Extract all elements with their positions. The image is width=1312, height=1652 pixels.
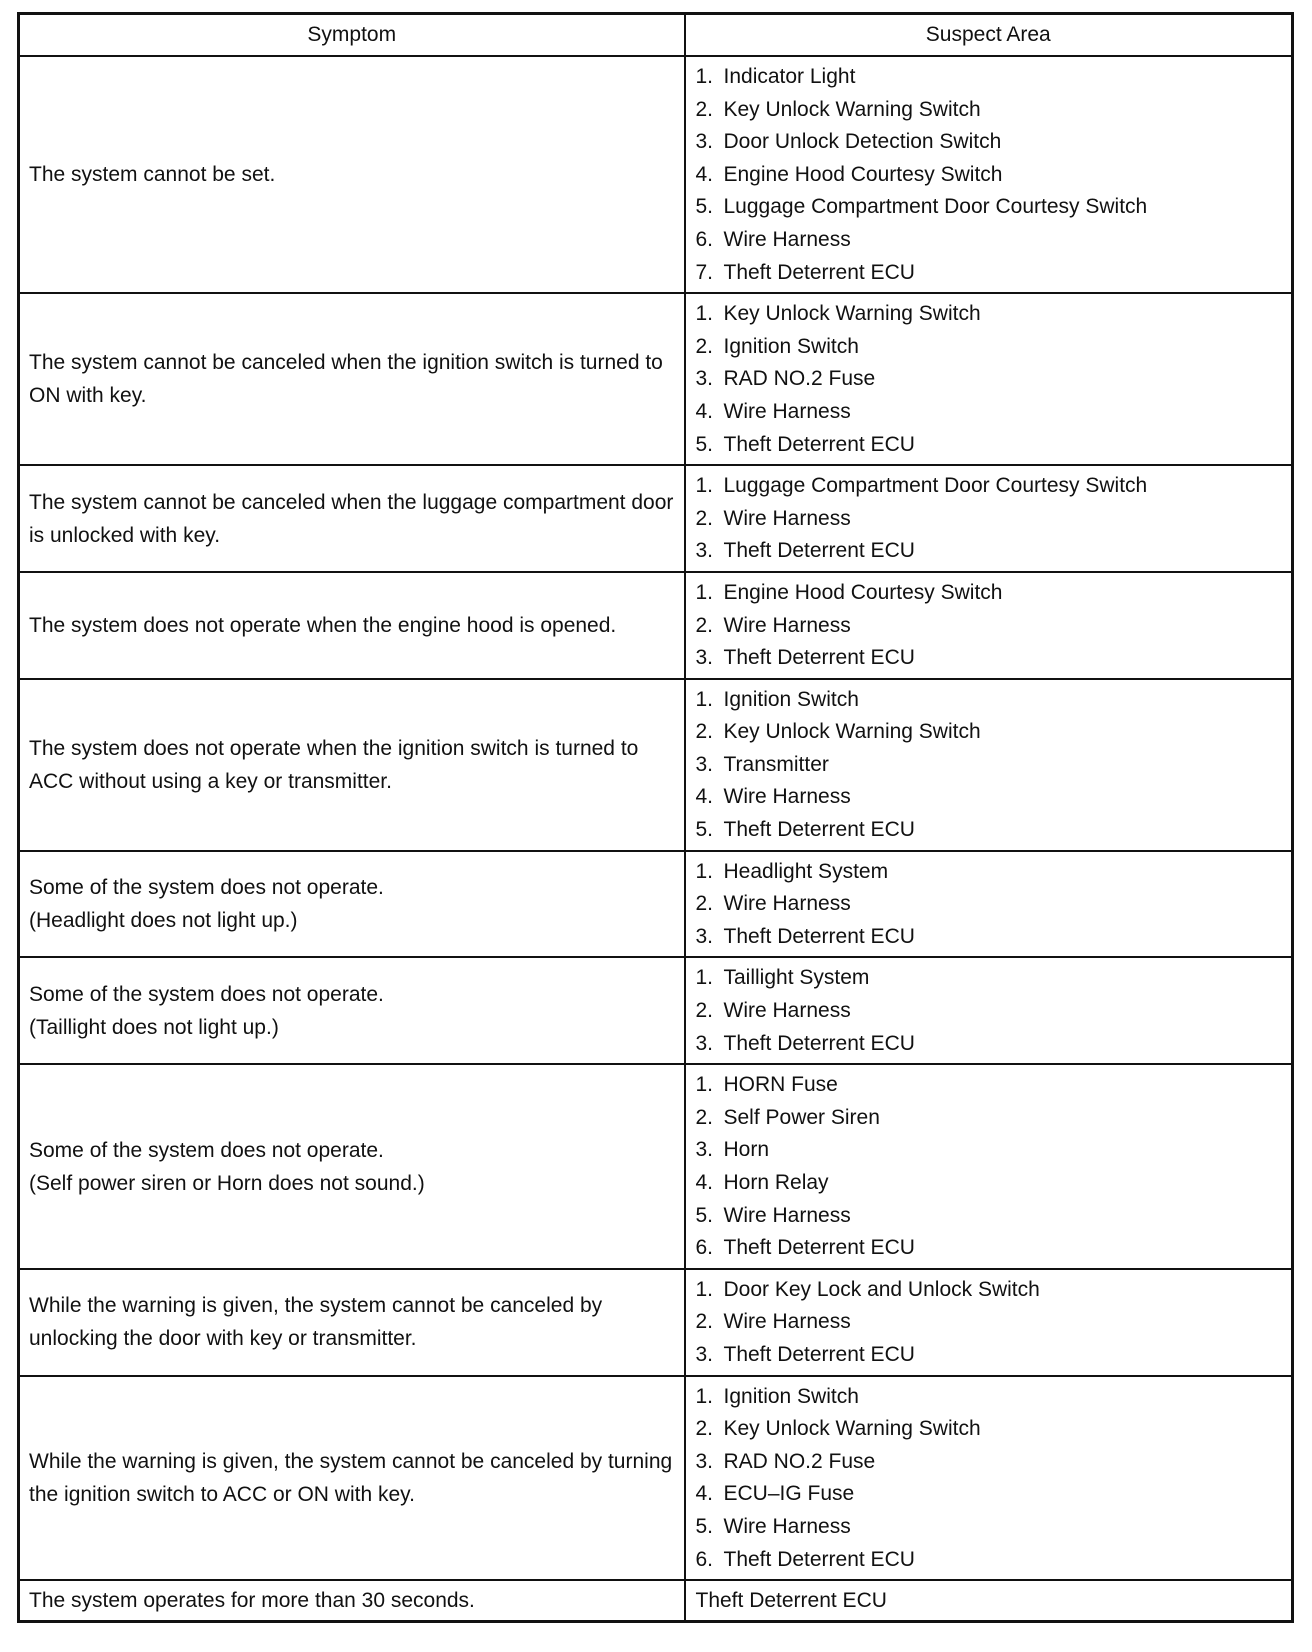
suspect-item bbox=[696, 159, 1284, 192]
suspect-item-number: 1. bbox=[695, 580, 714, 604]
suspect-item-number: 1. bbox=[695, 687, 714, 711]
suspect-item-label: Theft Deterrent ECU bbox=[723, 1342, 915, 1366]
suspect-item-label: Theft Deterrent ECU bbox=[723, 646, 915, 670]
symptom-cell: The system cannot be canceled when the luggage compartment door is unlocked with key. bbox=[19, 465, 685, 572]
suspect-item bbox=[696, 535, 1284, 568]
suspect-item-label: Wire Harness bbox=[723, 1514, 851, 1538]
suspect-item-label: Theft Deterrent ECU bbox=[723, 260, 915, 284]
suspect-item bbox=[696, 363, 1284, 396]
suspect-item-number: 6. bbox=[695, 227, 714, 251]
suspect-item-number: 1. bbox=[695, 859, 714, 883]
suspect-item-label: Horn bbox=[723, 1138, 770, 1162]
table-row bbox=[19, 957, 1293, 1064]
suspect-item bbox=[696, 1069, 1284, 1102]
suspect-item-label: Transmitter bbox=[723, 752, 829, 776]
suspect-item-label: Key Unlock Warning Switch bbox=[723, 302, 981, 326]
suspect-item bbox=[696, 749, 1284, 782]
suspect-area-cell bbox=[685, 1376, 1293, 1581]
suspect-item-label: Key Unlock Warning Switch bbox=[723, 97, 981, 121]
suspect-item-number: 2. bbox=[695, 506, 714, 530]
suspect-item bbox=[696, 814, 1284, 847]
symptom-cell: The system does not operate when the ignition switch is turned to ACC without using a key or transmitter. bbox=[19, 679, 685, 851]
table-row bbox=[19, 851, 1293, 958]
suspect-item bbox=[696, 61, 1284, 94]
suspect-item bbox=[696, 1381, 1284, 1414]
suspect-item-label: Wire Harness bbox=[723, 999, 851, 1023]
suspect-item bbox=[696, 1102, 1284, 1135]
suspect-item-label: RAD NO.2 Fuse bbox=[723, 367, 876, 391]
header-row bbox=[19, 14, 1293, 57]
table-row bbox=[19, 293, 1293, 465]
suspect-item bbox=[696, 1511, 1284, 1544]
suspect-item-number: 3. bbox=[695, 924, 714, 948]
suspect-item-label: Engine Hood Courtesy Switch bbox=[723, 580, 1003, 604]
suspect-item bbox=[696, 1413, 1284, 1446]
suspect-item-label: Indicator Light bbox=[723, 65, 856, 88]
suspect-item bbox=[696, 298, 1284, 331]
symptom-cell: While the warning is given, the system cannot be canceled by turning the ignition switch to ACC or ON with key. bbox=[19, 1376, 685, 1581]
suspect-item-number: 4. bbox=[695, 1171, 714, 1194]
symptom-cell: The system cannot be canceled when the ignition switch is turned to ON with key. bbox=[19, 293, 685, 465]
suspect-item-label: Wire Harness bbox=[723, 785, 851, 809]
suspect-item-label: Door Key Lock and Unlock Switch bbox=[723, 1277, 1040, 1301]
suspect-item bbox=[696, 716, 1284, 749]
suspect-item-label: Wire Harness bbox=[723, 1203, 851, 1227]
suspect-item-number: 2. bbox=[695, 334, 714, 358]
suspect-item-label: Headlight System bbox=[723, 859, 889, 883]
suspect-item bbox=[696, 503, 1284, 536]
suspect-item-number: 2. bbox=[695, 1105, 714, 1129]
suspect-area-cell bbox=[685, 572, 1293, 679]
suspect-item-number: 6. bbox=[695, 1547, 714, 1571]
suspect-item-label: Engine Hood Courtesy Switch bbox=[723, 162, 1003, 186]
table-row bbox=[19, 1580, 1293, 1622]
suspect-item bbox=[696, 126, 1284, 159]
suspect-list bbox=[696, 962, 1284, 1060]
suspect-item-label: ECU–IG Fuse bbox=[723, 1482, 855, 1506]
suspect-area-cell bbox=[685, 1269, 1293, 1376]
symptom-cell: The system operates for more than 30 seconds. bbox=[19, 1580, 685, 1622]
suspect-item-label: Theft Deterrent ECU bbox=[723, 1236, 915, 1260]
suspect-item-number: 2. bbox=[695, 892, 714, 916]
table-row bbox=[19, 572, 1293, 679]
suspect-item bbox=[696, 331, 1284, 364]
suspect-item-number: 1. bbox=[695, 1073, 714, 1097]
suspect-item-label: Self Power Siren bbox=[723, 1105, 880, 1129]
symptom-cell: The system does not operate when the engine hood is opened. bbox=[19, 572, 685, 679]
suspect-item: Theft Deterrent ECU bbox=[695, 1589, 887, 1613]
suspect-list bbox=[696, 684, 1284, 847]
table-row bbox=[19, 1269, 1293, 1376]
suspect-item-number: 3. bbox=[695, 646, 714, 670]
table-header bbox=[19, 14, 1293, 57]
suspect-item-label: Wire Harness bbox=[723, 227, 851, 251]
suspect-item bbox=[696, 995, 1284, 1028]
suspect-item-number: 3. bbox=[695, 130, 714, 154]
suspect-item bbox=[696, 1028, 1284, 1061]
suspect-item-label: Luggage Compartment Door Courtesy Switch bbox=[723, 195, 1148, 219]
suspect-item bbox=[696, 1134, 1284, 1167]
symptom-cell: Some of the system does not operate. (Taillight does not light up.) bbox=[19, 957, 685, 1064]
suspect-area-cell bbox=[685, 1580, 1293, 1622]
suspect-item bbox=[696, 224, 1284, 257]
suspect-item-number: 1. bbox=[695, 302, 714, 326]
suspect-item-number: 7. bbox=[695, 260, 714, 284]
suspect-item-number: 3. bbox=[695, 1138, 714, 1162]
suspect-item bbox=[696, 684, 1284, 717]
suspect-item bbox=[696, 1200, 1284, 1233]
suspect-item bbox=[696, 642, 1284, 675]
suspect-item bbox=[696, 1446, 1284, 1479]
table-row bbox=[19, 679, 1293, 851]
suspect-item-label: Theft Deterrent ECU bbox=[723, 539, 915, 563]
suspect-item bbox=[696, 781, 1284, 814]
suspect-area-cell bbox=[685, 293, 1293, 465]
table-body bbox=[19, 56, 1293, 1622]
suspect-item bbox=[696, 577, 1284, 610]
suspect-item-number: 4. bbox=[695, 162, 714, 186]
suspect-item-label: Wire Harness bbox=[723, 399, 851, 423]
symptom-cell: The system cannot be set. bbox=[19, 56, 685, 293]
suspect-list bbox=[696, 470, 1284, 568]
suspect-list bbox=[696, 1274, 1284, 1372]
table-row bbox=[19, 1064, 1293, 1269]
table-row bbox=[19, 56, 1293, 293]
symptom-cell: Some of the system does not operate. (Headlight does not light up.) bbox=[19, 851, 685, 958]
suspect-item-label: Theft Deterrent ECU bbox=[723, 1547, 915, 1571]
suspect-item-number: 4. bbox=[695, 785, 714, 809]
suspect-item-number: 5. bbox=[695, 1203, 714, 1227]
suspect-item-number: 2. bbox=[695, 999, 714, 1023]
suspect-item-number: 3. bbox=[695, 1449, 714, 1473]
suspect-item bbox=[696, 257, 1284, 290]
suspect-item bbox=[696, 1306, 1284, 1339]
suspect-item-number: 2. bbox=[695, 97, 714, 121]
suspect-item-number: 5. bbox=[695, 818, 714, 842]
suspect-list bbox=[696, 61, 1284, 289]
symptom-column-header: Symptom bbox=[19, 14, 685, 57]
suspect-item-label: Luggage Compartment Door Courtesy Switch bbox=[723, 474, 1148, 498]
suspect-item-number: 4. bbox=[695, 399, 714, 423]
suspect-item bbox=[696, 94, 1284, 127]
suspect-item bbox=[696, 429, 1284, 462]
suspect-list bbox=[696, 1069, 1284, 1265]
suspect-area-cell bbox=[685, 56, 1293, 293]
suspect-item-label: Horn Relay bbox=[723, 1171, 829, 1194]
suspect-item-label: Theft Deterrent ECU bbox=[723, 432, 915, 456]
suspect-item-label: HORN Fuse bbox=[723, 1073, 838, 1097]
suspect-item-number: 1. bbox=[695, 65, 714, 88]
suspect-item-label: Key Unlock Warning Switch bbox=[723, 720, 981, 744]
suspect-item bbox=[696, 856, 1284, 889]
suspect-item-number: 4. bbox=[695, 1482, 714, 1506]
suspect-item-label: Door Unlock Detection Switch bbox=[723, 130, 1002, 154]
suspect-item bbox=[696, 888, 1284, 921]
suspect-item-label: Wire Harness bbox=[723, 613, 851, 637]
suspect-item-label: Taillight System bbox=[723, 966, 870, 990]
suspect-item bbox=[696, 191, 1284, 224]
suspect-item-number: 3. bbox=[695, 367, 714, 391]
suspect-item bbox=[696, 1167, 1284, 1200]
suspect-item-number: 1. bbox=[695, 474, 714, 498]
suspect-item bbox=[696, 1478, 1284, 1511]
suspect-item bbox=[696, 1232, 1284, 1265]
suspect-item bbox=[696, 396, 1284, 429]
suspect-item-label: Ignition Switch bbox=[723, 687, 859, 711]
suspect-item-number: 2. bbox=[695, 720, 714, 744]
suspect-item-label: Key Unlock Warning Switch bbox=[723, 1417, 981, 1441]
symptom-cell: While the warning is given, the system cannot be canceled by unlocking the door with key or transmitter. bbox=[19, 1269, 685, 1376]
suspect-item bbox=[696, 1544, 1284, 1577]
suspect-item-number: 3. bbox=[695, 1031, 714, 1055]
suspect-item-label: Theft Deterrent ECU bbox=[723, 924, 915, 948]
suspect-list bbox=[696, 856, 1284, 954]
suspect-list bbox=[696, 577, 1284, 675]
suspect-item-number: 3. bbox=[695, 539, 714, 563]
table-row bbox=[19, 1376, 1293, 1581]
suspect-item-number: 5. bbox=[695, 432, 714, 456]
suspect-item bbox=[696, 470, 1284, 503]
suspect-item-label: Theft Deterrent ECU bbox=[723, 818, 915, 842]
suspect-item-label: Ignition Switch bbox=[723, 334, 859, 358]
suspect-area-cell bbox=[685, 1064, 1293, 1269]
suspect-item bbox=[696, 962, 1284, 995]
suspect-item-label: Ignition Switch bbox=[723, 1384, 859, 1408]
troubleshooting-table bbox=[17, 12, 1294, 1623]
suspect-item-number: 1. bbox=[695, 1277, 714, 1301]
suspect-item-number: 5. bbox=[695, 195, 714, 219]
suspect-item-number: 2. bbox=[695, 613, 714, 637]
suspect-item-number: 6. bbox=[695, 1236, 714, 1260]
suspect-item bbox=[696, 610, 1284, 643]
suspect-area-column-header: Suspect Area bbox=[685, 14, 1293, 57]
symptom-cell: Some of the system does not operate. (Self power siren or Horn does not sound.) bbox=[19, 1064, 685, 1269]
suspect-item-number: 1. bbox=[695, 1384, 714, 1408]
suspect-item-number: 3. bbox=[695, 1342, 714, 1366]
suspect-area-cell bbox=[685, 679, 1293, 851]
suspect-item bbox=[696, 921, 1284, 954]
suspect-item-label: RAD NO.2 Fuse bbox=[723, 1449, 876, 1473]
suspect-item bbox=[696, 1339, 1284, 1372]
suspect-list bbox=[696, 1381, 1284, 1577]
suspect-item-label: Wire Harness bbox=[723, 1310, 851, 1334]
suspect-area-cell bbox=[685, 957, 1293, 1064]
suspect-item-number: 5. bbox=[695, 1514, 714, 1538]
suspect-item-number: 1. bbox=[695, 966, 714, 990]
suspect-area-cell bbox=[685, 851, 1293, 958]
suspect-item-label: Theft Deterrent ECU bbox=[723, 1031, 915, 1055]
suspect-item bbox=[696, 1274, 1284, 1307]
suspect-area-cell bbox=[685, 465, 1293, 572]
suspect-list bbox=[696, 298, 1284, 461]
suspect-item-number: 2. bbox=[695, 1417, 714, 1441]
table-row bbox=[19, 465, 1293, 572]
suspect-item-number: 2. bbox=[695, 1310, 714, 1334]
suspect-item-label: Wire Harness bbox=[723, 506, 851, 530]
suspect-item-label: Wire Harness bbox=[723, 892, 851, 916]
suspect-item-number: 3. bbox=[695, 752, 714, 776]
